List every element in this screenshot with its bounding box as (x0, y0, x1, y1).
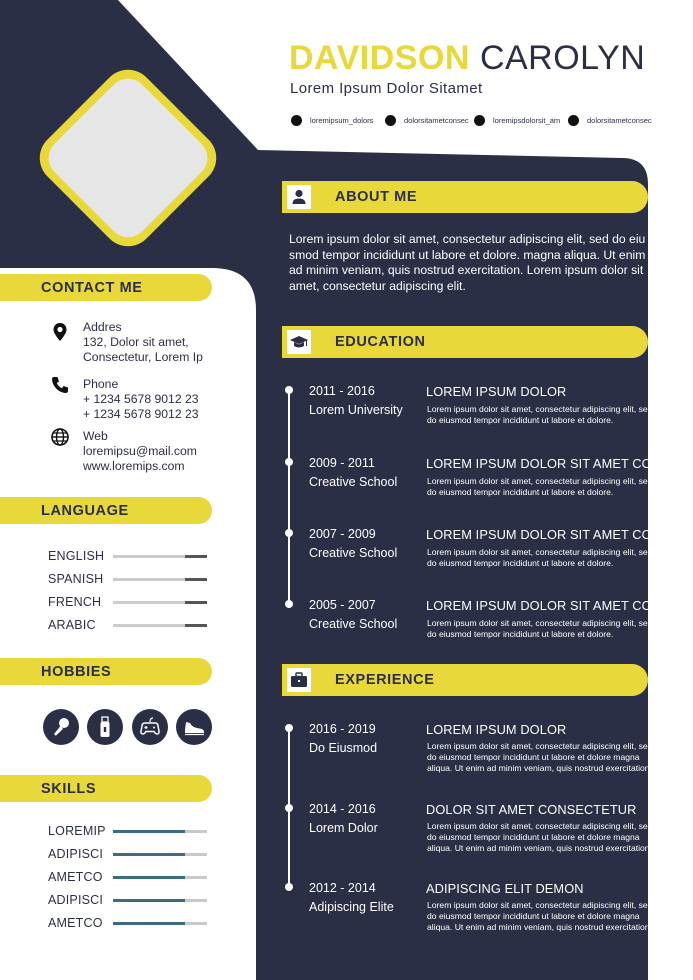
skills-header: SKILLS (0, 775, 212, 802)
usb-drive-icon (87, 709, 123, 745)
globe-icon (50, 427, 70, 447)
education-description: Lorem ipsum dolor sit amet, consectetur adipiscing elit, sed do eiusmod tempor incididunt ut labore et dolore. (427, 618, 653, 639)
timeline-dot (285, 724, 293, 732)
experience-description: Lorem ipsum dolor sit amet, consectetur adipiscing elit, sed do eiusmod tempor incididunt ut labore et dolore magna aliqua. Ut enim ad minim veniam, quis nostrud exercitation. (427, 900, 653, 932)
timeline-dot (285, 883, 293, 891)
education-title: LOREM IPSUM DOLOR SIT AMET CON (426, 527, 662, 542)
education-institution: Creative School (309, 475, 398, 489)
skill-name: ADIPISCI (48, 893, 104, 907)
sneaker-icon (176, 709, 212, 745)
skill-level-fill (113, 922, 185, 925)
education-description: Lorem ipsum dolor sit amet, consectetur adipiscing elit, sed do eiusmod tempor incididunt ut labore et dolore. (427, 547, 653, 568)
timeline-dot (285, 600, 293, 608)
language-level-fill (113, 578, 185, 581)
address-label: Addres (83, 320, 122, 334)
about-text: Lorem ipsum dolor sit amet, consectetur adipiscing elit, sed do eiu smod tempor incididunt ut labore et dolore. magna aliqua. Ut enim ad minim veniam, quis nostrud exercitation. Lorem ipsum dolor sit amet, consectetur adipiscing elit. (289, 232, 646, 293)
skill-level-fill (113, 853, 185, 856)
experience-description: Lorem ipsum dolor sit amet, consectetur adipiscing elit, sed do eiusmod tempor incididunt ut labore et dolore magna aliqua. Ut enim ad minim veniam, quis nostrud exercitation. (427, 741, 653, 773)
skill-level-bar (113, 876, 207, 879)
experience-years: 2012 - 2014 (309, 881, 376, 895)
experience-years: 2014 - 2016 (309, 802, 376, 816)
last-name: CAROLYN (479, 39, 646, 77)
education-header: EDUCATION (282, 326, 648, 358)
email-link[interactable]: loremipsu@mail.com (83, 444, 197, 458)
language-name: FRENCH (48, 595, 102, 609)
experience-description: Lorem ipsum dolor sit amet, consectetur adipiscing elit, sed do eiusmod tempor incididunt ut labore et dolore magna aliqua. Ut enim ad minim veniam, quis nostrud exercitation. (427, 821, 653, 853)
hobbies-header: HOBBIES (0, 658, 212, 685)
skill-name: AMETCO (48, 916, 103, 930)
language-level-bar (113, 578, 207, 581)
social-link[interactable]: loremipsum_dolors (291, 112, 373, 128)
skill-level-bar (113, 922, 207, 925)
education-years: 2009 - 2011 (309, 456, 375, 470)
phone-number-1[interactable]: + 1234 5678 9012 23 (83, 392, 199, 406)
social-dot-icon (568, 115, 579, 126)
social-dot-icon (474, 115, 485, 126)
microphone-icon (43, 709, 79, 745)
about-header: ABOUT ME (282, 181, 648, 213)
experience-title: LOREM IPSUM DOLOR (426, 722, 567, 737)
language-name: SPANISH (48, 572, 104, 586)
education-title: LOREM IPSUM DOLOR (426, 384, 567, 399)
phone-icon (50, 375, 70, 395)
experience-company: Adipiscing Elite (309, 900, 394, 914)
briefcase-icon (287, 668, 311, 692)
timeline-dot (285, 529, 293, 537)
website-link[interactable]: www.loremips.com (83, 459, 185, 473)
phone-label: Phone (83, 377, 119, 391)
experience-title: DOLOR SIT AMET CONSECTETUR (426, 802, 637, 817)
language-level-remainder (185, 578, 207, 581)
experience-header: EXPERIENCE (282, 664, 648, 696)
profile-photo-frame (22, 52, 234, 264)
language-level-remainder (185, 624, 207, 627)
education-institution: Lorem University (309, 403, 403, 417)
education-title: LOREM IPSUM DOLOR SIT AMET CON (426, 598, 662, 613)
experience-company: Do Eiusmod (309, 741, 378, 755)
education-institution: Creative School (309, 546, 398, 560)
social-link[interactable]: dolorsitametconsec (385, 112, 469, 128)
social-dot-icon (385, 115, 396, 126)
language-level-fill (113, 624, 185, 627)
experience-years: 2016 - 2019 (309, 722, 376, 736)
language-header: LANGUAGE (0, 497, 212, 524)
address-line-2: Consectetur, Lorem Ip (83, 350, 203, 364)
language-name: ENGLISH (48, 549, 105, 563)
education-timeline-line (288, 390, 290, 608)
language-level-bar (113, 555, 207, 558)
timeline-dot (285, 458, 293, 466)
education-years: 2005 - 2007 (309, 598, 376, 612)
social-dot-icon (291, 115, 302, 126)
location-pin-icon (50, 322, 70, 342)
social-link[interactable]: dolorsitametconsec (568, 112, 652, 128)
education-description: Lorem ipsum dolor sit amet, consectetur adipiscing elit, sed do eiusmod tempor incididunt ut labore et dolore. (427, 476, 653, 497)
user-icon (287, 185, 311, 209)
language-level-fill (113, 601, 185, 604)
language-level-bar (113, 601, 207, 604)
language-level-fill (113, 555, 185, 558)
phone-number-2[interactable]: + 1234 5678 9012 23 (83, 407, 199, 421)
skill-level-bar (113, 853, 207, 856)
person-name (289, 38, 645, 78)
address-line-1: 132, Dolor sit amet, (83, 335, 189, 349)
skill-level-fill (113, 899, 185, 902)
skill-name: ADIPISCI (48, 847, 104, 861)
education-years: 2011 - 2016 (309, 384, 375, 398)
language-level-bar (113, 624, 207, 627)
first-name: DAVIDSON (289, 39, 470, 77)
experience-company: Lorem Dolor (309, 821, 378, 835)
language-level-remainder (185, 555, 207, 558)
education-description: Lorem ipsum dolor sit amet, consectetur adipiscing elit, sed do eiusmod tempor incididunt ut labore et dolore. (427, 404, 653, 425)
skill-name: LOREMIP (48, 824, 106, 838)
graduation-cap-icon (287, 330, 311, 354)
social-links-row (291, 112, 661, 128)
skill-name: AMETCO (48, 870, 103, 884)
education-institution: Creative School (309, 617, 398, 631)
skill-level-bar (113, 830, 207, 833)
web-label: Web (83, 429, 108, 443)
skill-level-fill (113, 830, 185, 833)
timeline-dot (285, 386, 293, 394)
timeline-dot (285, 804, 293, 812)
language-level-remainder (185, 601, 207, 604)
language-name: ARABIC (48, 618, 96, 632)
social-link[interactable]: loremipsdolorsit_am (474, 112, 560, 128)
contact-header: CONTACT ME (0, 274, 212, 301)
education-years: 2007 - 2009 (309, 527, 376, 541)
gamepad-icon (132, 709, 168, 745)
skill-level-bar (113, 899, 207, 902)
experience-title: ADIPISCING ELIT DEMON (426, 881, 584, 896)
job-subtitle: Lorem Ipsum Dolor Sitamet (290, 80, 483, 97)
education-title: LOREM IPSUM DOLOR SIT AMET CON (426, 456, 662, 471)
skill-level-fill (113, 876, 185, 879)
